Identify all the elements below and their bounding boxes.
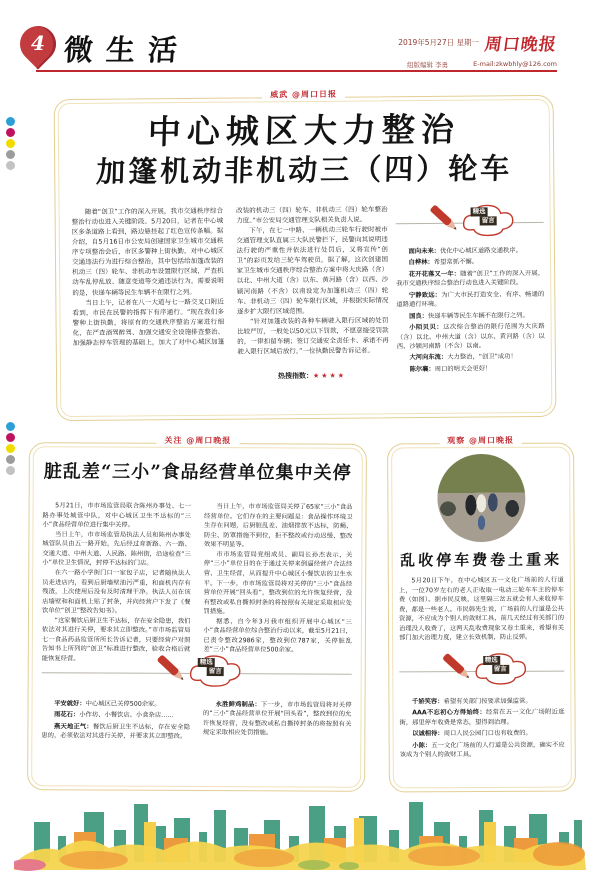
masthead-logo: 周口晚报 bbox=[483, 35, 559, 55]
article3-title: 乱收停车费卷土重来 bbox=[399, 550, 563, 570]
badge-label-line2: 留言 bbox=[207, 667, 224, 676]
commenter-name: AAA不忘初心方得始终： bbox=[412, 709, 487, 717]
registration-marks bbox=[6, 117, 16, 172]
paragraph: 5月20日下午，在中心城区五一文化广场前的人行道上，一位70岁左右的老人正收取一电动三轮车车主的停车费（如图）。据市民反映，这里隔三岔五就会有人来收停车费，都是一些老人。市民韩先生说，广场前的人行道是公共资源，不应成为个别人的敛财工具，前几天经过有关部门的治理没人收费了，这两天乱收费现象又卷土重来，希望有关部门加大治理力度，建立长效机制，防止反弹。 bbox=[398, 576, 565, 642]
paragraph: 下午，在七一中路，一辆机动三轮车行驶时被市交通管理支队直属三大队民警拦下，民警向其说明违法行驶的严重性并依法进行处罚后，又将宣传“创卫”的彩页发给三轮车驾驶员。据了解，这次创建国家卫生城市交通秩序综合整治方案中将大庆路（含）以北、中州大道（含）以东、黄河路（含）以西、沙颍河南路（不含）以南设定为加篷机动三（四）轮车、非机动三（四）轮车限行区域，并根据实际情况逐步扩大限行区域范围。 bbox=[236, 225, 389, 316]
comment bbox=[397, 352, 545, 363]
commenter-name: 陈尔襄： bbox=[409, 365, 435, 373]
comment-text: 餐饮后厨卫生不达标，存在安全隐患的，必须依法对其进行关停，并要求其立即整改。 bbox=[41, 723, 190, 741]
article-parking-fees bbox=[387, 435, 576, 793]
comment bbox=[399, 708, 564, 728]
paragraph: 据悉，自今年3月我市组织开展中心城区“三小”食品经营单位综合整治行动以来，截至5月21日，已责令整改2986家，整改到位787家，关停脏乱差“三小”食品经营单位500余家。 bbox=[203, 617, 352, 654]
commenter-name: 燕天地正气： bbox=[53, 723, 93, 731]
comment bbox=[41, 722, 190, 742]
comment-text: 优化中心城区道路交通秩序。 bbox=[439, 247, 522, 255]
registration-marks bbox=[6, 422, 16, 477]
article1-title-line2: 加篷机动非机动三（四）轮车 bbox=[95, 151, 513, 190]
commenter-name: 永胜鲜鸡制品： bbox=[215, 701, 262, 709]
paragraph: 5月21日，市市场监管局联合陈州办事处、七一路办事处城管中队，对中心城区卫生不达标的“三小”食品经营单位进行集中关停。 bbox=[42, 502, 192, 529]
commenter-name: 平安就好： bbox=[54, 700, 86, 708]
badge-label-line1: 精选 bbox=[198, 658, 215, 667]
star-rating: ★★★★ bbox=[312, 371, 347, 380]
paragraph: 当日上午，市市场监管局关停了65家“三小”食品经营单位。它们存在的主要问题是：食品操作环境卫生存在问题，后厨脏乱差、油烟排放不达标，防蝇、防尘、防罩措施不到位，拒不整改或行动迟缓、整改效果不明显等。 bbox=[203, 503, 353, 549]
article3-body bbox=[399, 576, 564, 644]
article3-kicker: 观察 @周口晚报 bbox=[439, 435, 522, 446]
commenter-name: 白桦林： bbox=[408, 259, 434, 267]
article1-comments-column bbox=[395, 196, 545, 377]
comment bbox=[397, 322, 545, 352]
city-skyline-illustration bbox=[14, 792, 586, 872]
comment-cloud-icon bbox=[471, 647, 527, 687]
hot-search-index bbox=[232, 370, 392, 381]
selected-comments-badge bbox=[42, 646, 352, 698]
commenter-name: 千娇笑容： bbox=[412, 698, 444, 706]
article1-kicker: 威武 @周口日报 bbox=[262, 89, 345, 101]
street-scene-photo bbox=[437, 454, 525, 542]
header-rule bbox=[36, 70, 557, 72]
hot-index-label: 热搜指数： bbox=[277, 371, 314, 381]
comment-text: 快递车辆等民生车辆不在限行之列。 bbox=[427, 311, 529, 320]
badge-label-line1: 精选 bbox=[483, 656, 500, 665]
commenter-name: 以诚相待： bbox=[412, 730, 444, 738]
comment-text: 五一文化广场前的人行道是公共资源，确实不应该成为个别人的敛财工具。 bbox=[399, 741, 565, 759]
comment bbox=[396, 311, 544, 322]
paragraph: 当日上午，记者在八一大道与七一路交叉口附近看到，市民在民警的指挥下有序通行。“现在我们多警种上街执勤，将原有的交通秩序整治方案进行细化，在严查酒驾醉驾、加强交通安全设施排查整治、加强静态停车管理的基础上，加大了对中心城区加篷改装的机动三（四）轮车、非机动三（四）轮车整治力度。”市公安局交通管理支队相关负责人说。 bbox=[72, 205, 388, 347]
badge-label-line1: 精选 bbox=[471, 207, 488, 216]
comment-text: 希望常抓不懈。 bbox=[433, 258, 478, 267]
commenter-name: 国良： bbox=[409, 312, 429, 320]
comment bbox=[400, 729, 565, 739]
comment bbox=[42, 699, 191, 709]
comment-text: 希望有关部门按要求加强监管。 bbox=[443, 697, 532, 706]
comment-cloud-icon bbox=[458, 198, 514, 238]
paragraph: “针对加篷改装的各种车辆驶入限行区域的处罚比较严厉，一般处以50元以下罚款，不愿意接受罚款的，一律扣留车辆；签订交通安全责任卡、承诺不再驶入限行区域后放行。”一位执勤民警告诉记者。 bbox=[237, 315, 389, 356]
comment bbox=[396, 257, 544, 268]
comment-text: 小作坊、小餐饮店、小食杂店…… bbox=[79, 711, 174, 720]
badge-label-line2: 留言 bbox=[492, 665, 509, 674]
commenter-name: 大河向东流： bbox=[409, 354, 448, 362]
commenter-name: 雨花石： bbox=[54, 711, 80, 719]
comment bbox=[400, 740, 565, 760]
article2-kicker: 关注 @周口晚报 bbox=[156, 435, 239, 446]
section-title: 微生活 bbox=[62, 33, 192, 67]
comment-text: 随着“创卫”工作的深入开展，我市交通秩序综合整治行动也进入关键阶段。 bbox=[396, 269, 545, 288]
comment bbox=[203, 700, 352, 739]
paragraph: 市市场监管局党组成员、副局长孙杰表示，关停“三小”单位目的在于通过关停来倒逼经营户合法经营、卫生经营，从而提升中心城区小餐饮店的卫生水平。下一步，市市场监管局将对关停的“三小”食品经营单位开展“回头看”，整改到位的允许恢复经营，没有整改或私自撕掉封条的将按照有关规定采取相应处罚措施。 bbox=[203, 550, 353, 616]
issue-date: 2019年5月27日 星期一 bbox=[398, 38, 479, 47]
selected-comments-badge bbox=[395, 196, 543, 247]
editor-credit: 组版编辑 李勇 bbox=[407, 61, 449, 69]
article1-title-line1: 中心城区大力整治 bbox=[147, 109, 461, 152]
paragraph: “这家餐饮后厨卫生不达标，存在安全隐患，我们依法对其进行关停，要求其立即整改。”市市场监管局七一食品药品监管所所长告诉记者，只要经营户对照告知书上所列的“创卫”标准进行整改，验收合格后就能恢复经营。 bbox=[41, 617, 191, 663]
comment bbox=[396, 246, 544, 257]
article2-title: 脏乱差“三小”食品经营单位集中关停 bbox=[43, 461, 352, 484]
contact-email: E-mail:zkwbhly@126.com bbox=[473, 60, 557, 68]
header-right bbox=[398, 30, 559, 69]
page-number-pin-icon bbox=[13, 19, 64, 70]
article2-comments bbox=[41, 699, 351, 744]
commenter-name: 小陌贝贝： bbox=[409, 323, 444, 332]
commenter-name: 花开花落又一年： bbox=[408, 270, 461, 278]
article-food-shops-closed bbox=[27, 435, 367, 792]
comment-text: 下一步，市市场监管局将对关停的“三小”食品经营单位开展“回头看”，整改到位的允许恢复经营，没有整改或私自撕掉封条的将按照有关规定采取相应处罚措施。 bbox=[202, 701, 352, 737]
article3-comments bbox=[399, 697, 564, 760]
comment-text: 中心城区已关停500余家。 bbox=[85, 700, 161, 708]
comment-cloud-icon bbox=[186, 649, 242, 689]
comment-text: 周口人民公园门口也有收费的。 bbox=[443, 729, 532, 738]
paragraph: 当日上午，市市场监管局执法人员和陈州办事处城管队员由五一路开始，先后经过育新路、六一路、交通大道、中州大道、人民路、陈州街，沿途检查“三小”单位卫生情况，封停不达标的门店。 bbox=[42, 530, 191, 568]
paragraph: 在六一路小学街门口一家包子店，记者随执法人员走进店内，看到后厨墙壁油污严重，和面机内存有残渣，上次使用后没有及时清理干净。执法人员在该店墙壁和和面机上贴了封条，并向经营户下发了《餐饮单位“创卫”整改告知书》。 bbox=[42, 569, 191, 615]
comment-text: 为广大市民打造安全、有序、畅通的道路通行环境。 bbox=[396, 290, 545, 309]
comment bbox=[399, 697, 564, 707]
commenter-name: 面向未来： bbox=[408, 247, 441, 256]
comment-text: 经常在五一文化广场附近逛街，那里停车收费是常态，望得到治理。 bbox=[399, 708, 565, 727]
commenter-name: 小陈： bbox=[412, 741, 432, 750]
commenter-name: 宁静致远： bbox=[408, 291, 442, 299]
article-traffic-crackdown bbox=[54, 89, 557, 421]
comment-text: 这次综合整治的限行范围为大庆路（含）以北、中州大道（含）以东、黄河路（含）以西、沙颍河南路（不含）以南。 bbox=[396, 322, 545, 351]
selected-comments-badge bbox=[399, 645, 564, 696]
badge-label-line2: 留言 bbox=[480, 216, 497, 225]
comment bbox=[396, 290, 544, 310]
comment bbox=[41, 711, 190, 721]
comment bbox=[397, 364, 545, 375]
comment-text: 周口的明天会更好！ bbox=[434, 365, 492, 373]
page-number: 4 bbox=[31, 31, 45, 55]
paragraph: 随着“创卫”工作的深入开展，我市交通秩序综合整治行动也进入关键阶段。5月20日，记者在中心城区多条道路上看到，路边悬挂起了红色宣传条幅。据介绍，自5月16日市公安局创建国家卫生城市交通秩序专项整治会后，市区多警种上街执勤，对中心城区交通违法行为进行综合整治，其中包括给加篷改装的机动三（四）轮车、非机动车设置限行区域，严查机动车乱停乱放、随意变道等交通违法行为。需要说明的是，快递车辆等民生车辆不在限行之列。 bbox=[71, 206, 224, 297]
comment bbox=[396, 269, 544, 289]
comment-text: 大力整治，“创卫”成功！ bbox=[447, 353, 517, 362]
